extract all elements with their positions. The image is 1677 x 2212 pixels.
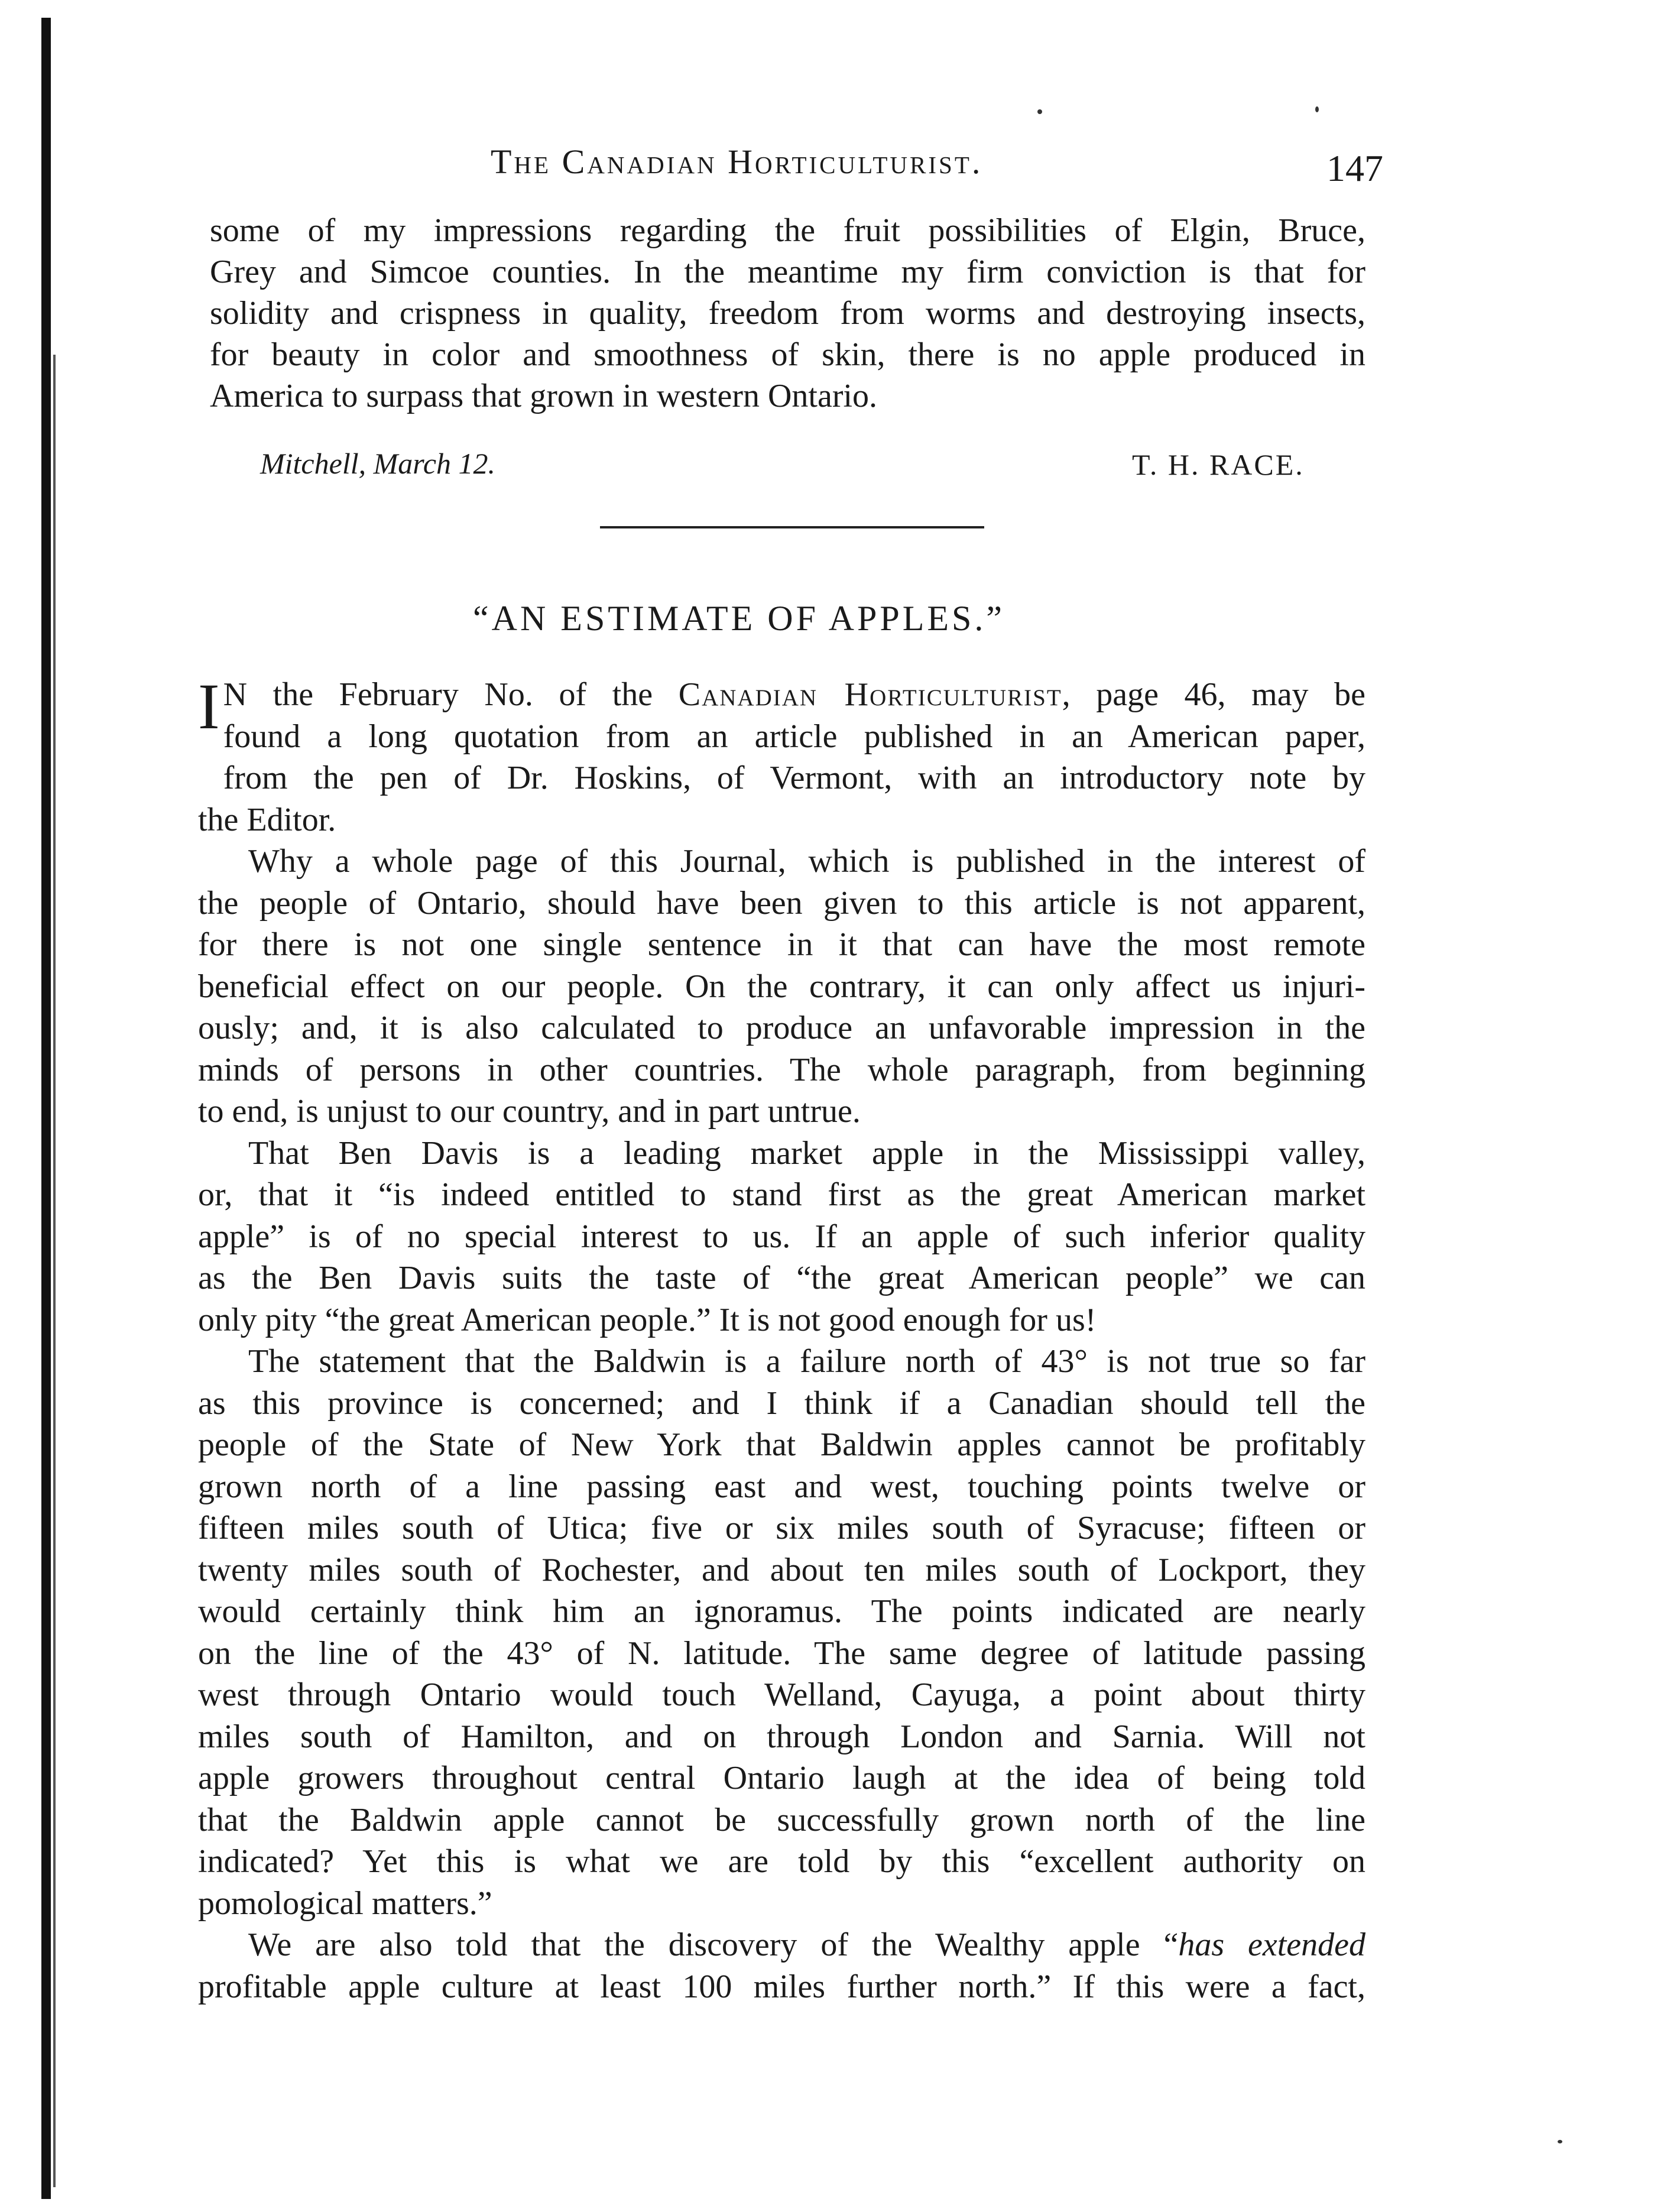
text-line: would certainly think him an ignoramus. The points indicated are nearly [198,1593,1365,1630]
journal-name: Canadian Horticulturist [678,676,1062,713]
print-speck [1037,109,1042,114]
text-line: pomological matters.” [198,1885,492,1922]
print-speck [1315,106,1319,112]
text-line: the Editor. [198,801,336,838]
drop-cap: I [198,670,220,742]
page-binding-shadow [53,355,56,2187]
text-line: apple growers throughout central Ontario laugh at the idea of being told [198,1760,1365,1796]
text-segment: N the February No. of the [223,676,653,713]
text-line: Grey and Simcoe counties. In the meantime my firm conviction is that for [210,254,1365,290]
text-line: west through Ontario would touch Welland, Cayuga, a point about thirty [198,1676,1365,1713]
signature-author: T. H. RACE. [1132,448,1305,481]
text-line: apple” is of no special interest to us. If an apple of such inferior quality [198,1218,1365,1255]
page-binding-edge [41,18,51,2199]
text-line: indicated? Yet this is what we are told by this “excellent authority on [198,1843,1365,1880]
text-line: some of my impressions regarding the fruit possibilities of Elgin, Bruce, [210,212,1365,249]
text-line: That Ben Davis is a leading market apple in the Mississippi valley, [248,1134,1365,1172]
paragraph-2 [198,841,1365,1133]
text-line: grown north of a line passing east and west, touching points twelve or [198,1468,1365,1505]
text-line: twenty miles south of Rochester, and about ten miles south of Lockport, they [198,1551,1365,1588]
text-line: beneficial effect on our people. On the contrary, it can only affect us injuri- [198,968,1365,1005]
continued-paragraph [210,210,1365,417]
text-line: the people of Ontario, should have been given to this article is not apparent, [198,884,1365,922]
text-line: only pity “the great American people.” It is not good enough for us! [198,1301,1097,1338]
page-number: 147 [1326,147,1383,189]
text-line: from the pen of Dr. Hoskins, of Vermont, with an introductory note by [223,760,1365,796]
page-header [201,142,1383,195]
emphasis-text: has extended [1178,1926,1365,1963]
article-body [198,670,1366,2007]
text-segment: We are also told that the discovery of the Wealthy apple “ [248,1926,1179,1963]
print-speck [1558,2140,1562,2143]
text-line: miles south of Hamilton, and on through London and Sarnia. Will not [198,1718,1365,1755]
text-segment: , page 46, may be [1062,676,1366,713]
text-line: fifteen miles south of Utica; five or six miles south of Syracuse; fifteen or [198,1510,1365,1546]
text-line: solidity and crispness in quality, freedom from worms and destroying insects, [210,295,1365,332]
text-line: Why a whole page of this Journal, which is published in the interest of [248,843,1365,880]
text-line: America to surpass that grown in western Ontario. [210,378,878,414]
text-line: or, that it “is indeed entitled to stand first as the great American market [198,1176,1365,1213]
text-line: that the Baldwin apple cannot be successfully grown north of the line [198,1801,1365,1838]
text-line: The statement that the Baldwin is a failure north of 43° is not true so far [248,1343,1365,1380]
text-line [198,674,1365,716]
text-line [198,1924,1365,1966]
text-line: found a long quotation from an article published in an American paper, [223,718,1365,755]
text-line: to end, is unjust to our country, and in part untrue. [198,1093,861,1130]
section-divider [600,526,984,528]
paragraph-3 [198,1133,1365,1341]
signature-place-date: Mitchell, March 12. [260,447,496,480]
article-title: “AN ESTIMATE OF APPLES.” [473,599,1005,638]
text-line: minds of persons in other countries. The whole paragraph, from beginning [198,1051,1365,1088]
text-line: for there is not one single sentence in it that can have the most remote [198,926,1365,963]
text-line: for beauty in color and smoothness of skin, there is no apple produced in [210,336,1365,373]
running-title: The Canadian Horticulturist. [491,142,983,181]
text-line: on the line of the 43° of N. latitude. The same degree of latitude passing [198,1634,1365,1672]
text-line: people of the State of New York that Baldwin apples cannot be profitably [198,1426,1365,1463]
text-line: profitable apple culture at least 100 miles further north.” If this were a fact, [198,1968,1365,2005]
text-line: as the Ben Davis suits the taste of “the great American people” we can [198,1260,1365,1296]
text-line: as this province is concerned; and I think if a Canadian should tell the [198,1384,1365,1422]
paragraph-5 [198,1924,1365,2007]
paragraph-1 [198,670,1366,841]
paragraph-4 [198,1341,1365,1924]
text-line: ously; and, it is also calculated to produce an unfavorable impression in the [198,1010,1365,1046]
